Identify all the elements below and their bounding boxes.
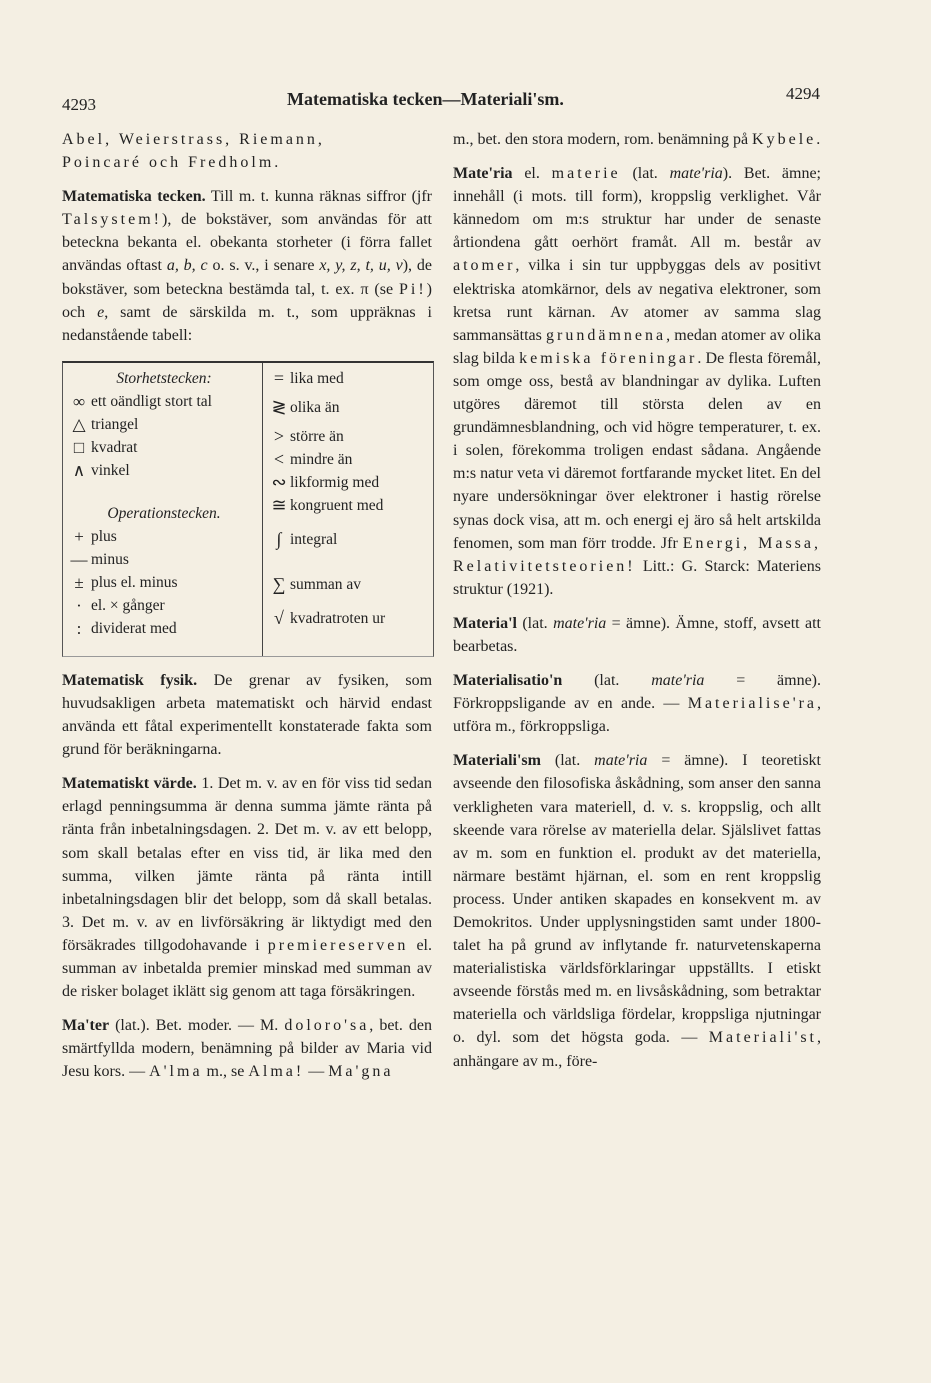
table-left-column — [67, 367, 261, 640]
table-row — [268, 448, 428, 471]
table-row — [268, 494, 428, 517]
cross-reference: Ma'gna — [328, 1063, 394, 1081]
table-row — [67, 617, 261, 640]
entry-materialisation — [453, 669, 821, 738]
right-column — [453, 128, 821, 1073]
cross-reference: materie — [551, 165, 621, 183]
entry-text: Till m. t. kunna räknas siffror (jfr — [205, 188, 433, 206]
symbol-label: vinkel — [91, 461, 130, 479]
symbol-label: el. × gånger — [91, 596, 165, 614]
math-symbols-table — [62, 361, 434, 657]
table-row — [268, 425, 428, 448]
entry-text: el. summan av inbetalda premier minskad med summan av de risker bolaget iklätt sig genom att taga försäkringen. — [62, 936, 432, 1001]
entry-text: , anhängare av m., före- — [453, 1029, 821, 1070]
cross-reference: Materiali'st — [708, 1029, 817, 1047]
table-row — [268, 471, 428, 494]
table-row — [268, 562, 428, 607]
cross-reference: Kybele — [752, 131, 817, 148]
entry-text: ), de bokstäver, som användas för att beteckna bekanta el. obekanta storheter (i förra fallet användas oftast — [62, 211, 432, 275]
headword: Mate'ria — [453, 165, 513, 183]
headword: Materialisatio'n — [453, 672, 563, 690]
italic-text: a, b, c — [166, 257, 208, 275]
cross-reference: Energi, Massa, Relativitetsteorien! — [453, 534, 821, 575]
table-divider — [262, 363, 263, 656]
table-row — [67, 436, 261, 459]
page-number-left: 4293 — [62, 95, 96, 114]
cross-reference: premiereserven — [267, 936, 409, 954]
italic-text: e — [97, 303, 105, 321]
symbol-label: integral — [290, 530, 338, 548]
entry-matematiska-tecken — [62, 185, 432, 347]
integral-symbol: ∫ — [276, 528, 282, 549]
similar-symbol: ∾ — [271, 471, 287, 492]
square-symbol: □ — [73, 437, 85, 457]
entry-text: Litt.: G. Starck: Materiens struktur (1921). — [453, 557, 821, 598]
entry-materia — [453, 162, 821, 601]
plus-minus-symbol: ± — [74, 572, 84, 592]
entry-text: — — [304, 1063, 329, 1081]
entry-text: ), de bokstäver, som beteckna bestämda tal, t. ex. π (se — [62, 257, 433, 298]
symbol-label: dividerat med — [91, 619, 177, 637]
not-equal-symbol: ≷ — [271, 396, 287, 417]
table-right-column — [268, 367, 428, 630]
congruent-symbol: ≅ — [271, 494, 287, 515]
italic-text: x, y, z, t, u, v — [319, 257, 403, 275]
cross-reference: kemiska föreningar — [519, 349, 698, 367]
intro-paragraph — [62, 128, 432, 174]
entry-matematisk-fysik — [62, 669, 432, 761]
entry-text: . De flesta föremål, som omge oss, bestå av blandningar av dylika. Luften utgöres däremot till största delen av en grundämnesblandning, och vid högre temperaturer, t. ex. i solen, förekomma troligen endast sådana. Angående m:s natur veta vi däremot fortfarande mycket litet. En del nyare undersökningar över elektroner i hastig rörelse synas dock visa, att m. och energi ej äro så helt artskilda fenomen, som man förr trodde. Jfr — [453, 349, 821, 552]
entry-text: (lat. — [516, 614, 554, 632]
multiply-symbol: · — [76, 595, 82, 615]
entry-matematiskt-varde — [62, 772, 432, 1003]
entry-text: . — [816, 131, 821, 148]
minus-symbol: — — [70, 549, 88, 569]
table-row — [67, 571, 261, 594]
entry-text: = ämne). I teoretiskt avseende den filosofiska åskådning, som anser den sanna verkligheten vara materiell, d. v. s. kroppslig, och allt skeende vara rörelse av materiella delar. Själslivet fattas av m. som en funktion el. produkt av det materiella, närmare bestämt hjärnan, el. som en rent kroppslig process. Under antiken skapades en konsekvent m. av Demokritos. Under upplysningstiden samt under 1800-talet ha på grund av inflytande fr. naturvetenskaperna materialistiska världsförklaringar uppställts. I etiskt avseende förstås med m. en livsåskådning, som betraktar materiella och världsliga fördelar, kroppsliga njutningar o. dyl. som det högsta goda. — — [453, 752, 821, 1047]
equals-symbol: = — [273, 367, 285, 388]
headword: Ma'ter — [62, 1017, 110, 1035]
italic-text: mate'ria — [594, 752, 648, 770]
entry-mater-continued — [453, 128, 821, 151]
symbol-label: kongruent med — [290, 496, 384, 514]
entry-text: , samt de särskilda m. t., som uppräknas i nedanstående tabell: — [62, 303, 432, 344]
symbol-label: kvadrat — [91, 438, 138, 456]
entry-text: , medan atomer av olika slag bilda — [453, 326, 821, 367]
table-row — [268, 607, 428, 630]
cross-reference: Talsystem! — [62, 211, 162, 229]
table-row — [67, 525, 261, 548]
italic-text: mate'ria — [553, 614, 607, 632]
entry-mater — [62, 1014, 432, 1083]
entry-text: De grenar av fysiken, som huvudsakligen arbeta matematiskt och härvid endast använda ett fåtal experimentellt konstaterade fakta som grund för beräkningarna. — [62, 671, 433, 759]
italic-text: mate'ria — [651, 672, 705, 690]
entry-text: = ämne). Förkroppsligande av en ande. — — [453, 672, 821, 713]
less-than-symbol: < — [273, 448, 285, 469]
headword: Materiali'sm — [453, 752, 541, 770]
headword: Matematisk fysik. — [62, 671, 198, 689]
table-row — [268, 390, 428, 425]
cross-reference: Materialise'ra — [687, 695, 817, 713]
table-row — [268, 517, 428, 562]
symbol-label: större än — [290, 427, 344, 445]
entry-text: el. — [512, 165, 552, 183]
headword: Materia'l — [453, 614, 517, 632]
symbol-label: lika med — [290, 369, 344, 387]
entry-text: (lat. — [540, 752, 595, 770]
table-row — [67, 413, 261, 436]
symbol-label: likformig med — [290, 473, 380, 491]
cross-reference: Alma! — [248, 1063, 305, 1081]
symbol-label: minus — [91, 550, 129, 568]
headword: Matematiska tecken. — [62, 188, 206, 206]
page-number-right: 4294 — [786, 84, 820, 103]
plus-symbol: + — [74, 526, 84, 546]
cross-reference: Pi! — [399, 280, 427, 298]
symbol-label: olika än — [290, 398, 340, 416]
table-spacer — [67, 482, 261, 502]
angle-symbol: ∧ — [72, 460, 86, 480]
entry-text: , utföra m., förkroppsliga. — [453, 695, 821, 736]
table-row — [67, 594, 261, 617]
intro-line-2: Poincaré och Fredholm. — [62, 154, 282, 172]
symbol-label: mindre än — [290, 450, 353, 468]
symbol-label: plus el. minus — [91, 573, 178, 591]
entry-text: o. s. v., i senare — [207, 257, 320, 275]
symbol-label: triangel — [91, 415, 139, 433]
left-column — [62, 128, 432, 1083]
greater-than-symbol: > — [273, 425, 285, 446]
italic-text: mate'ria — [669, 165, 723, 183]
entry-text: , bet. den smärtfyllda modern, benämning på bilder av Maria vid Jesu kors. — — [62, 1017, 432, 1081]
infinity-symbol: ∞ — [72, 391, 86, 411]
headword: Matematiskt värde. — [62, 775, 197, 793]
square-root-symbol: √ — [274, 607, 284, 628]
sum-symbol: ∑ — [272, 573, 286, 594]
table-row — [268, 367, 428, 390]
cross-reference: atomer — [453, 257, 516, 275]
symbol-label: ett oändligt stort tal — [91, 392, 212, 410]
entry-text: (lat. — [562, 672, 652, 690]
symbol-label: plus — [91, 527, 117, 545]
table-heading-operationstecken: Operationstecken. — [107, 504, 221, 522]
symbol-label: summan av — [290, 575, 362, 593]
table-row — [67, 548, 261, 571]
entry-text: , vilka i sin tur uppbyggas dels av positivt elektriska atomkärnor, dels av negativa elektroner, som kretsa runt kärnan. Av atomer av samma slag sammansättas — [453, 257, 821, 344]
entry-text: = ämne). Ämne, stoff, avsett att bearbetas. — [453, 614, 822, 655]
table-row — [67, 390, 261, 413]
cross-reference: grundämnena — [546, 326, 667, 344]
entry-text: ) och — [62, 280, 432, 321]
running-title: Matematiska tecken—Materiali'sm. — [287, 89, 564, 109]
entry-text: ). Bet. ämne; innehåll (i mots. till form), kroppslig verklighet. Vår kännedom om m:s struktur har under de senaste årtiondena gått oerhört framåt. All m. består av — [453, 165, 821, 252]
entry-text: m., bet. den stora modern, rom. benämning på — [453, 131, 753, 148]
entry-text: 1. Det m. v. av en för viss tid sedan erlagd penningsumma är denna summa jämte ränta på ränta från inbetalningsdagen. 2. Det m. v. av ett belopp, som skall betalas efter en viss tid, är lika med den summa, vilken jämte ränta på ränta intill inbetalningsdagen blir det belopp, som då skall betalas. 3. Det m. v. av en livförsäkring är liktydigt med den försäkrades tillgodohavande i — [62, 775, 433, 954]
symbol-label: kvadratroten ur — [290, 609, 386, 627]
table-row — [67, 459, 261, 482]
entry-materialism — [453, 749, 821, 1072]
entry-text: (lat.). Bet. moder. — M. — [109, 1017, 285, 1035]
cross-reference: A'lma — [149, 1063, 203, 1081]
intro-line-1: Abel, Weierstrass, Riemann, — [62, 131, 325, 148]
entry-text: (lat. — [620, 165, 670, 183]
table-heading-storhetstecken: Storhetstecken: — [116, 369, 212, 387]
entry-material — [453, 612, 821, 658]
entry-text: m., se — [202, 1063, 249, 1081]
triangle-symbol: △ — [72, 414, 86, 434]
cross-reference: doloro'sa — [284, 1017, 370, 1035]
divide-symbol: : — [76, 618, 82, 638]
